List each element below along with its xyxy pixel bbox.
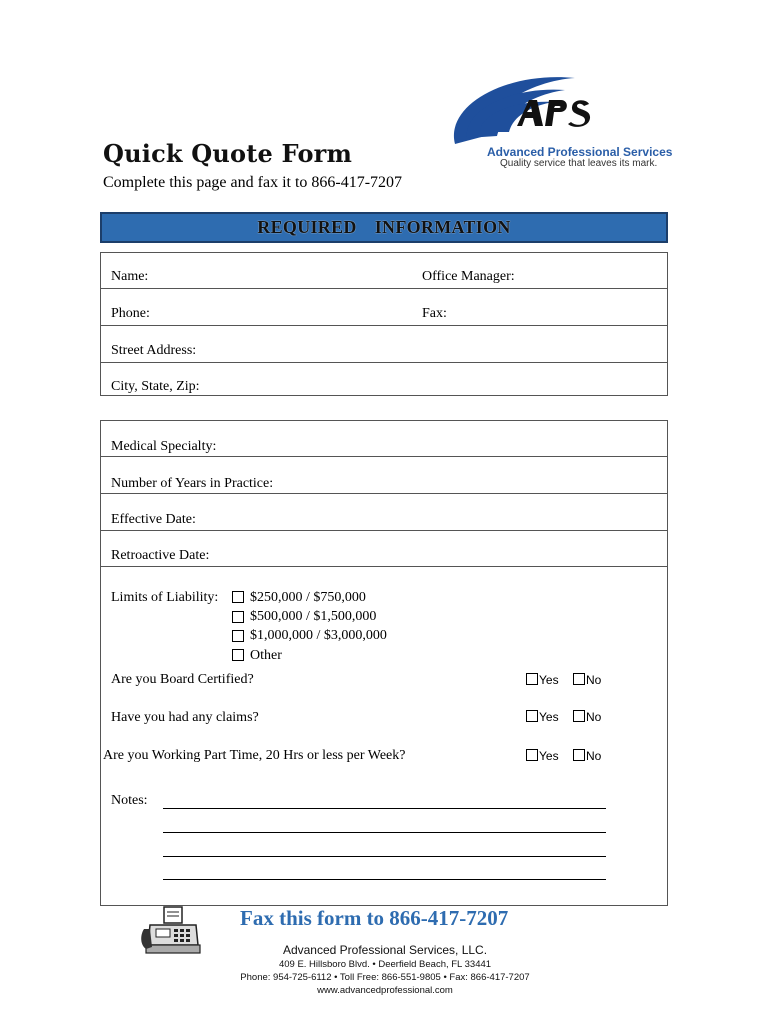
medical-specialty-field[interactable]: Medical Specialty:: [111, 439, 217, 454]
limit-1m-label: $1,000,000 / $3,000,000: [250, 628, 387, 643]
fax-call-to-action: Fax this form to 866-417-7207: [240, 906, 509, 930]
form-subtitle: Complete this page and fax it to 866-417-7207: [103, 174, 403, 191]
banner-word-required: REQUIRED: [257, 217, 357, 237]
notes-line[interactable]: [163, 879, 606, 880]
limit-1m-checkbox[interactable]: [232, 630, 244, 642]
contact-info-section: [100, 252, 668, 396]
notes-line[interactable]: [163, 856, 606, 857]
limit-500k-checkbox[interactable]: [232, 611, 244, 623]
claims-question: Have you had any claims?: [111, 710, 259, 725]
footer-company: Advanced Professional Services, LLC.: [282, 943, 488, 957]
logo-company-name: Advanced Professional Services: [487, 145, 673, 159]
limit-250k-label: $250,000 / $750,000: [250, 590, 366, 605]
limit-250k-checkbox[interactable]: [232, 591, 244, 603]
board-certified-no-label: No: [586, 673, 602, 687]
practice-info-section: [100, 420, 668, 906]
board-certified-question: Are you Board Certified?: [111, 672, 254, 687]
board-certified-yes-checkbox[interactable]: [526, 673, 538, 685]
effective-date-field[interactable]: Effective Date:: [111, 512, 196, 527]
banner-word-information: INFORMATION: [374, 217, 511, 237]
board-certified-yes-label: Yes: [539, 673, 559, 687]
fax-machine-icon: [140, 905, 202, 955]
form-title: Quick Quote Form: [103, 139, 353, 168]
phone-field[interactable]: Phone:: [111, 306, 150, 321]
claims-yes-label: Yes: [539, 710, 559, 724]
row-divider: [101, 530, 667, 531]
board-certified-no-checkbox[interactable]: [573, 673, 585, 685]
part-time-question: Are you Working Part Time, 20 Hrs or less per Week?: [103, 748, 406, 763]
limit-500k-label: $500,000 / $1,500,000: [250, 609, 377, 624]
street-address-field[interactable]: Street Address:: [111, 343, 197, 358]
years-in-practice-field[interactable]: Number of Years in Practice:: [111, 476, 274, 491]
part-time-no-checkbox[interactable]: [573, 749, 585, 761]
claims-no-checkbox[interactable]: [573, 710, 585, 722]
claims-no-label: No: [586, 710, 602, 724]
office-manager-field[interactable]: Office Manager:: [422, 269, 515, 284]
row-divider: [101, 493, 667, 494]
part-time-no-label: No: [586, 749, 602, 763]
row-divider: [101, 325, 667, 326]
fax-field[interactable]: Fax:: [422, 306, 447, 321]
retroactive-date-field[interactable]: Retroactive Date:: [111, 548, 210, 563]
row-divider: [101, 456, 667, 457]
footer-address: 409 E. Hillsboro Blvd. • Deerfield Beach, FL 33441: [278, 959, 492, 970]
required-information-banner: [100, 212, 668, 243]
city-state-zip-field[interactable]: City, State, Zip:: [111, 379, 200, 394]
footer-website[interactable]: www.advancedprofessional.com: [317, 985, 453, 996]
part-time-yes-checkbox[interactable]: [526, 749, 538, 761]
row-divider: [101, 288, 667, 289]
limits-of-liability-label: Limits of Liability:: [111, 590, 219, 605]
limit-other-label: Other: [250, 648, 282, 663]
name-field[interactable]: Name:: [111, 269, 149, 284]
row-divider: [101, 362, 667, 363]
row-divider: [101, 566, 667, 567]
footer-phones: Phone: 954-725-6112 • Toll Free: 866-551-9805 • Fax: 866-417-7207: [240, 972, 530, 983]
logo-tagline: Quality service that leaves its mark.: [500, 158, 658, 169]
claims-yes-checkbox[interactable]: [526, 710, 538, 722]
limit-other-checkbox[interactable]: [232, 649, 244, 661]
notes-label: Notes:: [111, 793, 148, 808]
part-time-yes-label: Yes: [539, 749, 559, 763]
notes-line[interactable]: [163, 832, 606, 833]
notes-line[interactable]: [163, 808, 606, 809]
